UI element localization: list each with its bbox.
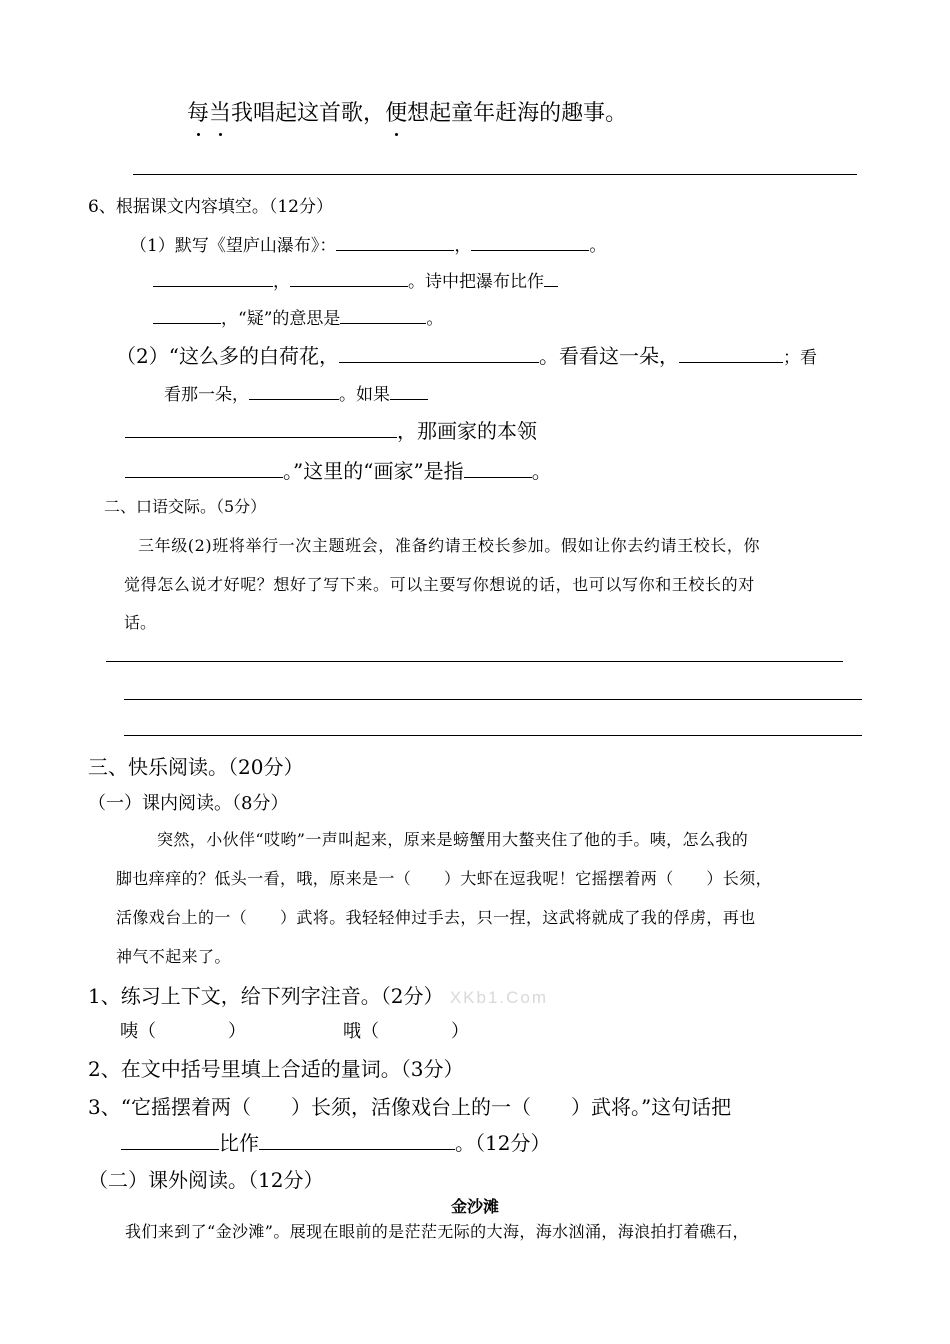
answer-line[interactable] — [124, 699, 862, 700]
answer-line[interactable] — [133, 174, 857, 175]
section3-sub2: （二）课外阅读。（12分） — [88, 1168, 324, 1192]
passage-line: 神气不起来了。 — [116, 947, 231, 966]
q6-part2-text: 看那一朵， — [164, 385, 249, 405]
story-line: 我们来到了“金沙滩”。展现在眼前的是茫茫无际的大海，海水汹涌，海浪拍打着礁石， — [125, 1222, 749, 1241]
q6-part2-line1 — [116, 340, 817, 369]
punct: ， — [273, 272, 290, 292]
q6-part1-line3 — [153, 304, 443, 329]
dotted-char: 便 — [385, 96, 407, 127]
q6-part2-line4 — [125, 455, 552, 484]
punct: 。 — [531, 459, 552, 483]
section2-text: 三年级(2)班将举行一次主题班会，准备约请王校长参加。假如让你去约请王校长，你 — [138, 536, 761, 555]
punct: ， — [454, 236, 472, 256]
section3-q3-line2 — [121, 1127, 550, 1156]
sentence-text: 想起童年赶海的趣事。 — [407, 101, 628, 126]
q6-part1-text: ，“疑”的意思是 — [221, 309, 341, 329]
section3-q2: 2、在文中括号里填上合适的量词。（3分） — [88, 1057, 464, 1081]
sentence-text: 我唱起这首歌 — [231, 101, 364, 126]
pinyin-yi[interactable]: 咦（ ） — [120, 1021, 246, 1042]
fill-blank[interactable] — [390, 382, 428, 400]
passage-line: 脚也痒痒的？低头一看，哦，原来是一（ ）大虾在逗我呢！它摇摆着两（ ）长须， — [116, 869, 773, 888]
question-text: 1、练习上下文，给下列字注音。（2分） — [88, 984, 444, 1008]
dotted-char: 当 — [209, 96, 231, 127]
fill-blank[interactable] — [125, 417, 397, 438]
fill-blank[interactable] — [464, 457, 532, 478]
fill-blank[interactable] — [259, 1129, 455, 1150]
fill-blank[interactable] — [471, 233, 589, 251]
fill-blank[interactable] — [121, 1129, 219, 1150]
fill-blank[interactable] — [340, 306, 426, 324]
fill-blank[interactable] — [339, 342, 539, 363]
pinyin-o[interactable]: 哦（ ） — [343, 1021, 469, 1042]
q6-part2-text: 。”这里的“画家”是指 — [283, 459, 464, 483]
question-text: 比作 — [219, 1131, 259, 1155]
q6-part1-line2 — [153, 267, 558, 292]
fill-blank[interactable] — [249, 382, 339, 400]
q6-part1-line1 — [130, 231, 606, 256]
fill-blank[interactable] — [679, 342, 783, 363]
sentence-punct: ， — [363, 101, 386, 126]
section2-text: 话。 — [124, 613, 157, 632]
q6-part2-text: 。看看这一朵， — [538, 344, 679, 368]
q5-sentence — [187, 96, 627, 127]
story-title: 金沙滩 — [451, 1197, 500, 1216]
section3-q1 — [88, 980, 548, 1009]
passage-line: 活像戏台上的一（ ）武将。我轻轻伸过手去，只一捏，这武将就成了我的俘虏，再也 — [116, 908, 756, 927]
section3-q3: 3、“它摇摆着两（ ）长须，活像戏台上的一（ ）武将。”这句话把 — [88, 1095, 732, 1119]
question-text: 。（12分） — [455, 1131, 551, 1155]
answer-line[interactable] — [124, 735, 862, 736]
q6-part2-label: （2）“这么多的白荷花， — [116, 344, 339, 368]
fill-blank[interactable] — [336, 233, 454, 251]
punct: 。 — [426, 309, 444, 329]
q6-part2-line3 — [125, 415, 537, 444]
q6-part2-text: ，那画家的本领 — [397, 419, 537, 443]
q6-part1-label: （1）默写《望庐山瀑布》： — [130, 236, 337, 256]
section2-text: 觉得怎么说才好呢？想好了写下来。可以主要写你想说的话，也可以写你和王校长的对 — [124, 575, 755, 594]
section2-heading: 二、口语交际。（5分） — [104, 497, 267, 516]
fill-blank[interactable] — [544, 269, 558, 287]
fill-blank[interactable] — [153, 269, 273, 287]
fill-blank[interactable] — [153, 306, 221, 324]
dotted-char: 每 — [187, 96, 209, 127]
fill-blank[interactable] — [125, 457, 283, 478]
q6-part2-text: 。如果 — [339, 385, 390, 405]
punct: 。 — [589, 236, 607, 256]
q6-part2-text: ；看 — [782, 348, 817, 368]
q6-heading: 6、根据课文内容填空。（12分） — [88, 197, 333, 217]
fill-blank[interactable] — [290, 269, 408, 287]
section3-heading: 三、快乐阅读。（20分） — [88, 755, 304, 779]
section3-sub1: （一）课内阅读。（8分） — [88, 793, 289, 814]
answer-line[interactable] — [106, 661, 843, 662]
watermark: XKb1.Com — [449, 988, 549, 1007]
passage-line: 突然，小伙伴“哎哟”一声叫起来，原来是螃蟹用大螯夹住了他的手。咦，怎么我的 — [157, 830, 749, 849]
q6-part1-text: 。诗中把瀑布比作 — [408, 272, 544, 292]
q6-part2-line2 — [164, 380, 428, 405]
